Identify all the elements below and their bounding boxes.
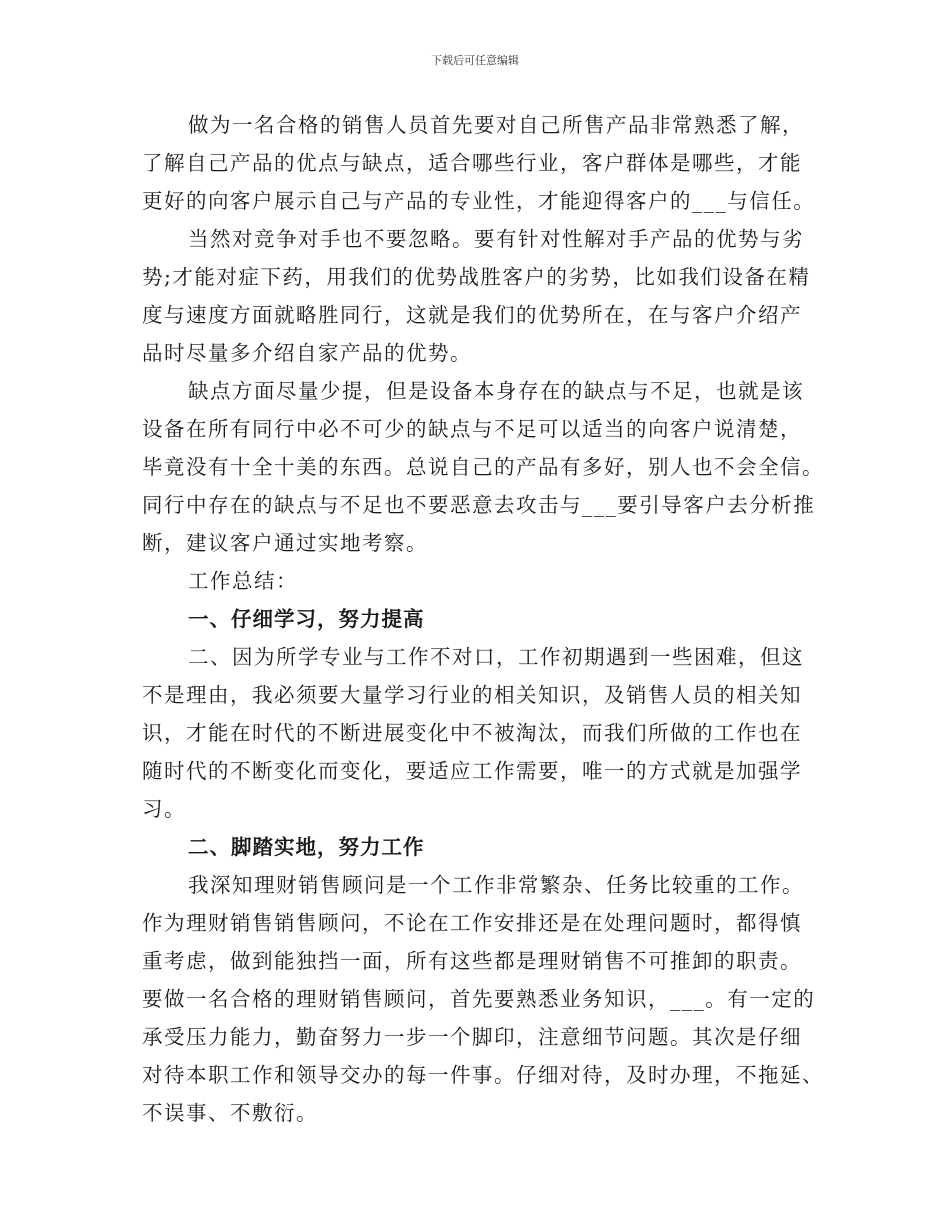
text-line: 我深知理财销售顾问是一个工作非常繁杂、任务比较重的工作。 <box>188 873 804 897</box>
text-line: 识，才能在时代的不断进展变化中不被淘汰，而我们所做的工作也在 <box>142 721 802 745</box>
text-line: 毕竟没有十全十美的东西。总说自己的产品有多好，别人也不会全信。 <box>142 455 824 479</box>
section-heading: 二、脚踏实地，努力工作 <box>188 835 425 859</box>
text-line: 同行中存在的缺点与不足也不要恶意去攻击与___要引导客户去分析推 <box>142 493 816 517</box>
text-line: 承受压力能力，勤奋努力一步一个脚印，注意细节问题。其次是仔细 <box>142 1025 802 1049</box>
text-line: 了解自己产品的优点与缺点，适合哪些行业，客户群体是哪些，才能 <box>142 151 802 175</box>
text-line: 习。 <box>142 797 186 821</box>
section-heading: 一、仔细学习，努力提高 <box>188 607 425 631</box>
section-label: 工作总结： <box>188 569 298 593</box>
text-line: 品时尽量多介绍自家产品的优势。 <box>142 341 472 365</box>
page-header: 下载后可任意编辑 <box>431 54 519 67</box>
text-line: 缺点方面尽量少提，但是设备本身存在的缺点与不足，也就是该 <box>188 379 804 403</box>
text-line: 当然对竞争对手也不要忽略。要有针对性解对手产品的优势与劣 <box>188 227 804 251</box>
text-line: 二、因为所学专业与工作不对口，工作初期遇到一些困难，但这 <box>188 645 804 669</box>
text-line: 重考虑，做到能独挡一面，所有这些都是理财销售不可推卸的职责。 <box>142 949 802 973</box>
text-line: 做为一名合格的销售人员首先要对自己所售产品非常熟悉了解， <box>188 113 804 137</box>
text-line: 设备在所有同行中必不可少的缺点与不足可以适当的向客户说清楚， <box>142 417 802 441</box>
text-line: 度与速度方面就略胜同行，这就是我们的优势所在，在与客户介绍产 <box>142 303 802 327</box>
text-line: 随时代的不断变化而变化，要适应工作需要，唯一的方式就是加强学 <box>142 759 802 783</box>
text-line: 势;才能对症下药，用我们的优势战胜客户的劣势，比如我们设备在精 <box>142 265 811 289</box>
text-line: 不是理由，我必须要大量学习行业的相关知识，及销售人员的相关知 <box>142 683 802 707</box>
text-line: 更好的向客户展示自己与产品的专业性，才能迎得客户的___与信任。 <box>142 189 816 213</box>
text-line: 对待本职工作和领导交办的每一件事。仔细对待，及时办理，不拖延、 <box>142 1063 824 1087</box>
text-line: 作为理财销售销售顾问，不论在工作安排还是在处理问题时，都得慎 <box>142 911 802 935</box>
text-line: 要做一名合格的理财销售顾问，首先要熟悉业务知识，___。有一定的 <box>142 987 816 1011</box>
text-line: 不误事、不敷衍。 <box>142 1101 318 1125</box>
text-line: 断，建议客户通过实地考察。 <box>142 531 428 555</box>
